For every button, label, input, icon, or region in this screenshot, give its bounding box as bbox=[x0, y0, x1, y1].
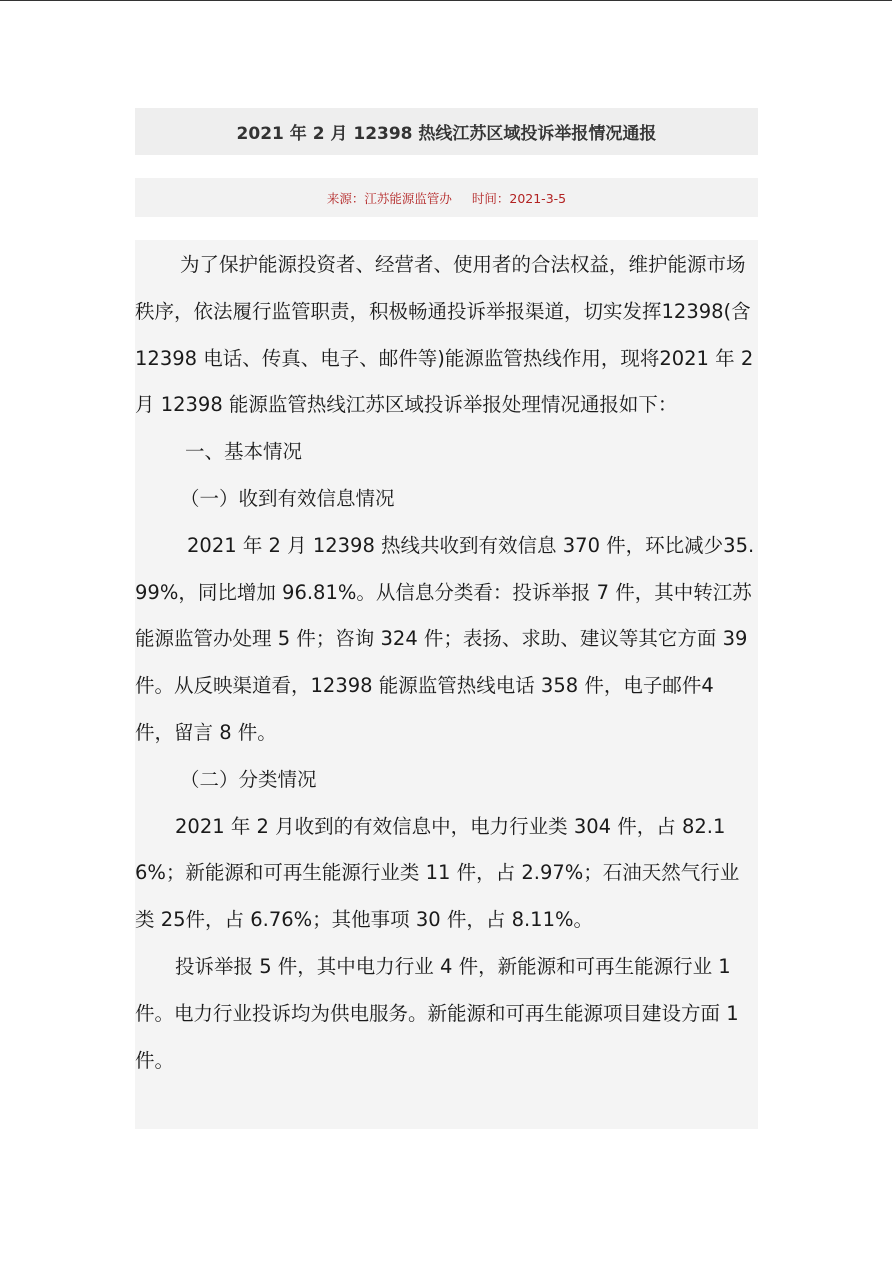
source-label: 来源：江苏能源监管办 bbox=[326, 190, 452, 206]
complaint-paragraph: 投诉举报 5 件，其中电力行业 4 件，新能源和可再生能源行业 1件。电力行业投诉均为供电服务。新能源和可再生能源项目建设方面 1件。 bbox=[135, 954, 739, 1072]
category-paragraph: 2021 年 2 月收到的有效信息中，电力行业类 304 件，占 82.16%；新能源和可再生能源行业类 11 件，占 2.97%；石油天然气行业类 25件，占 6.76%；其他事项 30 件，占 8.11%。 bbox=[135, 814, 740, 932]
top-border-line bbox=[0, 0, 892, 1]
received-info-paragraph: 2021 年 2 月 12398 热线共收到有效信息 370 件，环比减少35.99%，同比增加 96.81%。从信息分类看：投诉举报 7 件，其中转江苏能源监管办处理 5 件；咨询 324 件；表扬、求助、建议等其它方面 39 件。从反映渠道看，12398 能源监管热线电话 358 件，电子邮件4 件，留言 8 件。 bbox=[135, 533, 755, 744]
title-bar bbox=[135, 108, 758, 155]
subsection-heading-received: （一）收到有效信息情况 bbox=[180, 486, 395, 510]
article-body bbox=[135, 240, 758, 1129]
subsection-heading-category: （二）分类情况 bbox=[180, 767, 317, 791]
section-heading-basic: 一、基本情况 bbox=[185, 440, 303, 464]
intro-paragraph: 为了保护能源投资者、经营者、使用者的合法权益，维护能源市场秩序，依法履行监管职责，积极畅通投诉举报渠道，切实发挥12398(含 12398 电话、传真、电子、邮件等)能源监管热线作用，现将2021 年 2 月 12398 能源监管热线江苏区域投诉举报处理情况通报如下： bbox=[135, 253, 754, 417]
meta-bar bbox=[135, 178, 758, 217]
page-title: 2021 年 2 月 12398 热线江苏区域投诉举报情况通报 bbox=[236, 124, 657, 144]
publish-time: 时间：2021-3-5 bbox=[471, 190, 567, 206]
